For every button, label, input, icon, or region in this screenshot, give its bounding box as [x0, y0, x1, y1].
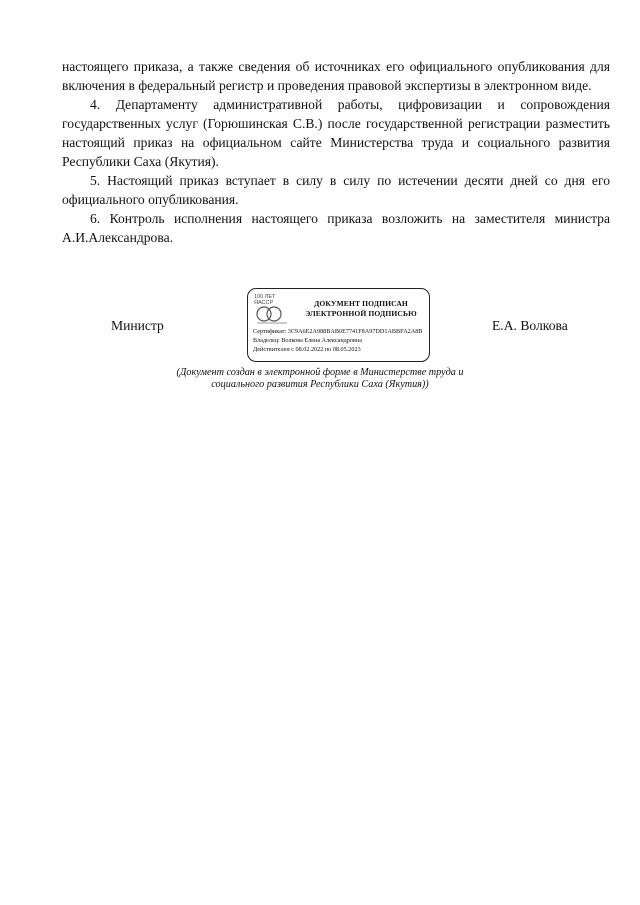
signer-name: Е.А. Волкова — [492, 318, 568, 333]
svg-text:100 ЛЕТ: 100 ЛЕТ — [254, 294, 276, 300]
stamp-title: ДОКУМЕНТ ПОДПИСАН ЭЛЕКТРОННОЙ ПОДПИСЬЮ — [305, 299, 417, 318]
certificate-owner: Владелец: Волкова Елена Александровна — [253, 337, 362, 344]
paragraph-continuation: настоящего приказа, а также сведения об источниках его официального опубликования для включения в федеральный регистр и проведения правовой экспертизы в электронном виде. — [62, 59, 610, 93]
signer-role: Министр — [111, 318, 164, 333]
document-origin-caption: (Документ создан в электронной форме в Министерстве труда и социального развития Республики Саха (Якутия)) — [176, 367, 464, 390]
anniversary-logo-icon — [252, 292, 292, 326]
paragraph-item-6: 6. Контроль исполнения настоящего приказа возложить на заместителя министра А.И.Александрова. — [62, 211, 610, 245]
paragraph-item-4: 4. Департаменту административной работы, цифровизации и сопровождения государственных услуг (Горюшинская С.В.) после государственной регистрации разместить настоящий приказ на официальном сайте Министерства труда и социального развития Республики Саха (Якутия). — [62, 97, 610, 169]
signature-block — [0, 288, 640, 364]
svg-text:ЯАССР: ЯАССР — [254, 300, 274, 306]
paragraph-item-5: 5. Настоящий приказ вступает в силу в силу по истечении десяти дней со дня его официального опубликования. — [62, 173, 610, 207]
certificate-validity: Действителен с 08.02.2022 по 08.05.2023 — [253, 346, 361, 353]
certificate-number: Сертификат: 3C9A6E2A988BAB0E7741F8A97DD1ABBFA2A8B — [253, 328, 423, 335]
electronic-signature-stamp — [247, 288, 430, 362]
document-body — [62, 57, 610, 247]
